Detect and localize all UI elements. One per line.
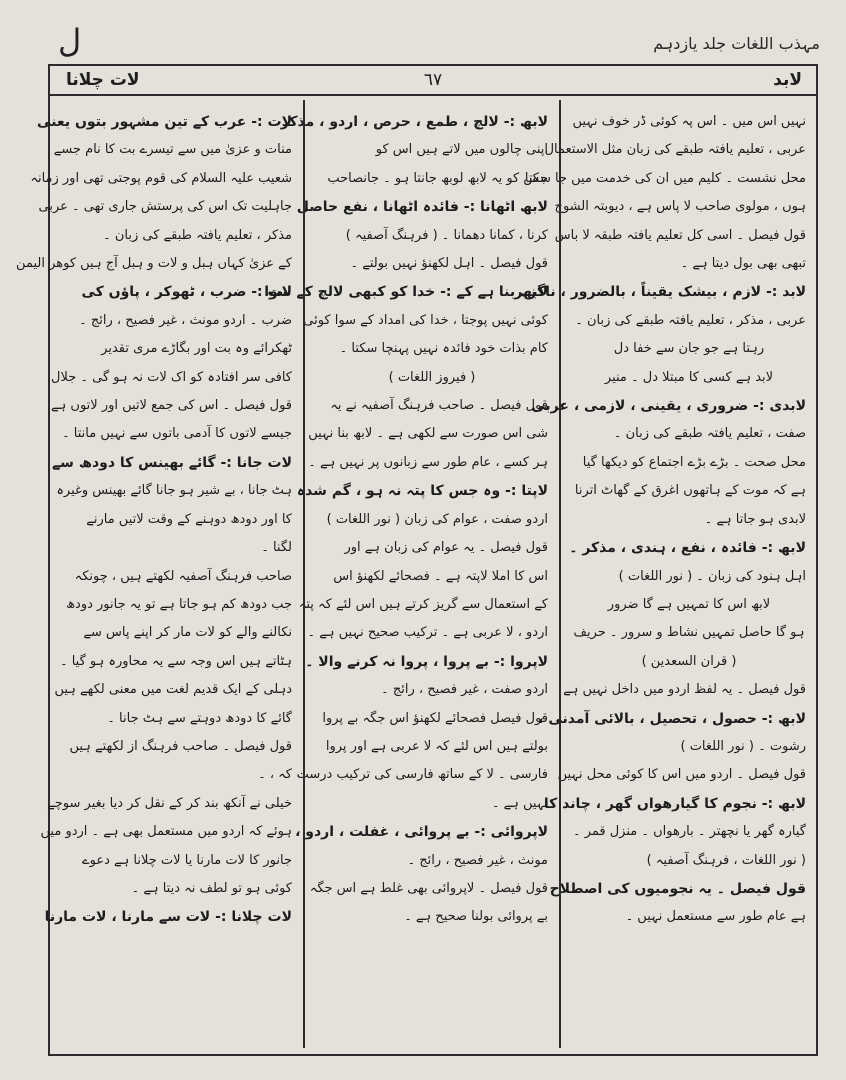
entry-headword-line: لابدی :- ضروری ، یقینی ، لازمی ، عربی	[531, 398, 806, 415]
column-divider	[559, 100, 561, 1048]
entry-text-line: جس کو یہ لابھ لوبھ جانتا ہو ۔ جانصاحب	[327, 170, 548, 186]
entry-text-line: لابھ اس کا تمہیں ہے گا ضرور	[607, 596, 771, 612]
entry-text-line: صاحب فرہنگ آصفیہ لکھتے ہیں ، چونکہ	[74, 568, 292, 584]
entry-text-line: قول فیصل فصحائے لکھنؤ اس جگہ بے پروا	[322, 710, 548, 726]
entry-text-line: ہٹ جانا ، بے شیر ہو جانا گائے بھینس وغیرہ	[56, 483, 292, 499]
entry-text-line: کافی سر افتادہ کو اک لات نہ ہو گی ۔ جلال	[51, 369, 292, 385]
entry-text-line: قول فیصل ۔ اردو میں اس کا کوئی محل نہیں	[557, 767, 806, 783]
entry-text-line: ( قران السعدین )	[641, 653, 737, 669]
entry-text-line: گیارہ گھر یا نچھتر ۔ بارھواں ۔ منزل قمر ۔	[572, 824, 806, 840]
column-right	[514, 100, 816, 1048]
entry-headword-line: لابھ :- فائدہ ، نفع ، ہندی ، مذکر ۔	[569, 540, 806, 557]
entry-text-line: خیلی نے آنکھ بند کر کے نقل کر دیا بغیر سوچے	[47, 795, 292, 811]
entry-text-line: ( فیروز اللغات )	[388, 369, 476, 385]
entry-text-line: عربی ، تعلیم یافتہ طبقے کی زبان مثل الاستعمال	[544, 142, 806, 158]
entry-text-line: اردو صفت ، غیر فصیح ، رائج ۔	[381, 682, 548, 698]
entry-text-line: ہو گا حاصل تمہیں نشاط و سرور ۔ حریف	[573, 625, 805, 641]
entry-text-line: کوئی نہیں پوجتا ، خدا کی امداد کے سوا کوئی	[303, 312, 548, 328]
entry-text-line: قول فیصل ۔ صاحب فرہنگ آصفیہ نے یہ	[330, 398, 548, 414]
entry-text-line: قول فیصل ۔ یہ لفظ اردو میں داخل نہیں ہے	[563, 682, 806, 698]
entry-text-line: دہلی کے ایک قدیم لغت میں معنی لکھے ہیں	[54, 682, 292, 698]
entry-text-line: اردو ، لا عربی ہے ۔ ترکیب صحیح نہیں ہے ۔	[307, 625, 548, 641]
entry-text-line: بے پروائی بولنا صحیح ہے ۔	[404, 909, 548, 925]
entry-text-line: قول فیصل ۔ صاحب فرہنگ از لکھتے ہیں	[69, 738, 292, 754]
entry-text-line: قول فیصل ۔ یہ عوام کی زبان ہے اور	[344, 540, 548, 556]
entry-headword-line: لات جانا :- گائے بھینس کا دودھ سے	[51, 454, 292, 471]
entry-text-line: اس کا املا لاپتہ ہے ۔ فصحائے لکھنؤ اس	[333, 568, 548, 584]
entry-text-line: شعیب علیہ السلام کی قوم پوجتی تھی اور زمانہ	[30, 170, 292, 186]
entry-text-line: ہوئے کہ اردو میں مستعمل بھی ہے ۔ اردو میں	[40, 824, 292, 840]
entry-headword-line: لابھ :- لالچ ، طمع ، حرص ، اردو ، مذکر	[280, 114, 548, 130]
entry-text-line: صفت ، تعلیم یافتہ طبقے کی زبان ۔	[613, 426, 806, 442]
entry-text-line: کام بذات خود فائدہ نہیں پہنچا سکتا ۔	[339, 341, 548, 357]
entry-headword-line: لاپروائی :- بے پروائی ، غفلت ، اردو ،	[295, 824, 548, 841]
entry-text-line: ضرب ۔ اردو مونث ، غیر فصیح ، رائج ۔	[79, 312, 292, 328]
entry-text-line: لابدی ہو جاتا ہے ۔	[704, 511, 806, 527]
page-number: ٦٧	[423, 70, 443, 90]
entry-text-line: ہٹاتے ہیں اس وجہ سے یہ محاورہ ہو گیا ۔	[59, 653, 292, 669]
entry-text-line: مذکر ، تعلیم یافتہ طبقے کی زبان ۔	[103, 227, 292, 243]
entry-text-line: عربی ، مذکر ، تعلیم یافتہ طبقے کی زبان ۔	[575, 312, 806, 328]
entry-text-line: گائے کا دودھ دوہتے سے ہٹ جانا ۔	[107, 710, 292, 726]
entry-text-line: ٹھکرائے وہ بت اور بگاڑے مری تقدیر	[101, 341, 292, 357]
entry-headword-line: لاپروا :- بے پروا ، پروا نہ کرنے والا ۔	[305, 653, 548, 670]
entry-headword-line: لابھ بنا ہے کے :- خدا کو کبھی لالچ کے سوا	[264, 284, 548, 301]
entry-text-line: ہے عام طور سے مستعمل نہیں ۔	[625, 909, 806, 925]
entry-headword-line: لاپتا :- وہ جس کا پتہ نہ ہو ، گم شدہ	[296, 483, 548, 500]
page-frame	[16, 64, 818, 1056]
entry-headword-line: لابھ :- نجوم کا گیارھواں گھر ، چاند کا	[543, 795, 806, 812]
entry-text-line: محل نشست ۔ کلیم میں ان کی خدمت میں جا سکتا	[524, 170, 806, 186]
column-divider	[303, 100, 305, 1048]
entry-text-line: محل صحت ۔ بڑے بڑے اجتماع کو دیکھا گیا	[582, 454, 806, 470]
entry-text-line: تبھی بھی بول دیتا ہے ۔	[680, 256, 806, 272]
entry-text-line: قول فیصل ۔ اسی کل تعلیم یافتہ طبقہ لا باس	[554, 227, 806, 243]
entry-text-line: جب دودھ کم ہو جاتا ہے تو یہ جانور دودھ	[65, 596, 292, 612]
entry-text-line: اردو صفت ، عوام کی زبان ( نور اللغات )	[326, 511, 548, 527]
book-title: مہذب اللغات جلد یازدہم	[653, 34, 820, 53]
section-letter: ل	[58, 22, 82, 60]
entry-text-line: نکالنے والے کو لات مار کر اپنے پاس سے	[83, 625, 292, 641]
entry-headword-line: لابھ :- حصول ، تحصیل ، بالائی آمدنی ،	[538, 710, 806, 727]
entry-text-line: کہ ، ۔	[258, 767, 292, 783]
entry-text-line: مونث ، غیر فصیح ، رائج ۔	[407, 852, 548, 868]
entry-text-line: کے استعمال سے گریز کرتے ہیں اس لئے کہ پتہ	[298, 596, 548, 612]
entry-headword-line: لات :- عرب کے تین مشہور بتوں یعنی	[37, 114, 292, 130]
entry-text-line: نہیں ہے ۔	[491, 795, 548, 811]
entry-text-line: ہے کہ موت کے ہاتھوں اغرق کے گھاٹ اترنا	[574, 483, 806, 499]
entry-text-line: لگنا ۔	[261, 540, 292, 556]
first-headword: لابد	[773, 70, 802, 90]
entry-text-line: کا اور دودھ دوہنے کے وقت لاتیں مارنے	[86, 511, 292, 527]
entry-text-line: ہوں ، مولوی صاحب لا پاس ہے ، دیوبتہ الشوح	[554, 199, 806, 215]
entry-text-line: شی اس صورت سے لکھی ہے ۔ لابھ بنا نہیں	[308, 426, 548, 442]
entry-text-line: کوئی ہو تو لطف نہ دیتا ہے ۔	[131, 880, 292, 896]
entry-text-line: فارسی ۔ لا کے ساتھ فارسی کی ترکیب درست	[296, 767, 548, 783]
entry-text-line: جاہلیت تک اس کی پرستش جاری تھی ۔ عربی	[38, 199, 292, 215]
entry-headword-line: قول فیصل ۔ یہ نجومیوں کی اصطلاح	[549, 880, 806, 897]
entry-text-line: منات و عزیٰ میں سے تیسرے بت کا نام جسے	[53, 142, 292, 158]
entry-headword-line: لابھ اٹھانا :- فائدہ اٹھانا ، نفع حاصل	[296, 199, 548, 216]
entry-text-line: رشوت ۔ ( نور اللغات )	[680, 738, 806, 754]
entry-text-line: جانور کا لات مارنا یا لات چلانا ہے دعوے	[82, 852, 292, 868]
entry-headword-line: لابد :- لازم ، بیشک یقیناً ، بالضرور ، ناگزیر	[514, 284, 806, 301]
entry-text-line: قول فیصل ۔ لاپروائی بھی غلط ہے اس جگہ	[309, 880, 548, 896]
entry-text-line: اپنی چالوں میں لاتے ہیں اس کو	[375, 142, 548, 158]
last-headword: لات چلانا	[66, 70, 140, 90]
entry-text-line: کے عزیٰ کہاں ہبل و لات و ہبل آج ہیں کوھر الیمن	[16, 256, 292, 272]
entry-text-line: قول فیصل ۔ اس کی جمع لاتیں اور لاتوں ہے	[51, 398, 292, 414]
entry-text-line: قول فیصل ۔ اہل لکھنؤ نہیں بولتے ۔	[350, 256, 548, 272]
entry-text-line: جیسے لاتوں کا آدمی باتوں سے نہیں مانتا ۔	[62, 426, 292, 442]
column-left	[16, 100, 302, 1048]
entry-text-line: رہتا ہے جو جان سے خفا دل	[613, 341, 765, 357]
entry-text-line: اہل ہنود کی زبان ۔ ( نور اللغات )	[618, 568, 806, 584]
entry-headword-line: لات چلانا :- لات سے مارنا ، لات مارنا	[44, 909, 292, 926]
entry-headword-line: لات :- ضرب ، ٹھوکر ، پاؤں کی	[81, 284, 292, 301]
entry-text-line: کرنا ، کمانا دھمانا ۔ ( فرہنگ آصفیہ )	[345, 227, 548, 243]
page-header	[40, 22, 820, 64]
entry-text-line: ہر کسے ، عام طور سے زبانوں پر نہیں ہے ۔	[308, 454, 548, 470]
entry-text-line: بولتے ہیں اس لئے کہ لا عربی ہے اور پروا	[325, 738, 548, 754]
entry-text-line: لابد ہے کسی کا مبتلا دل ۔ منیر	[604, 369, 774, 385]
entry-text-line: ( نور اللغات ، فرہنگ آصفیہ )	[646, 852, 806, 868]
running-head	[50, 66, 816, 96]
entry-text-line: نہیں اس میں ۔ اس پہ کوئی ڈر خوف نہیں	[572, 114, 806, 129]
